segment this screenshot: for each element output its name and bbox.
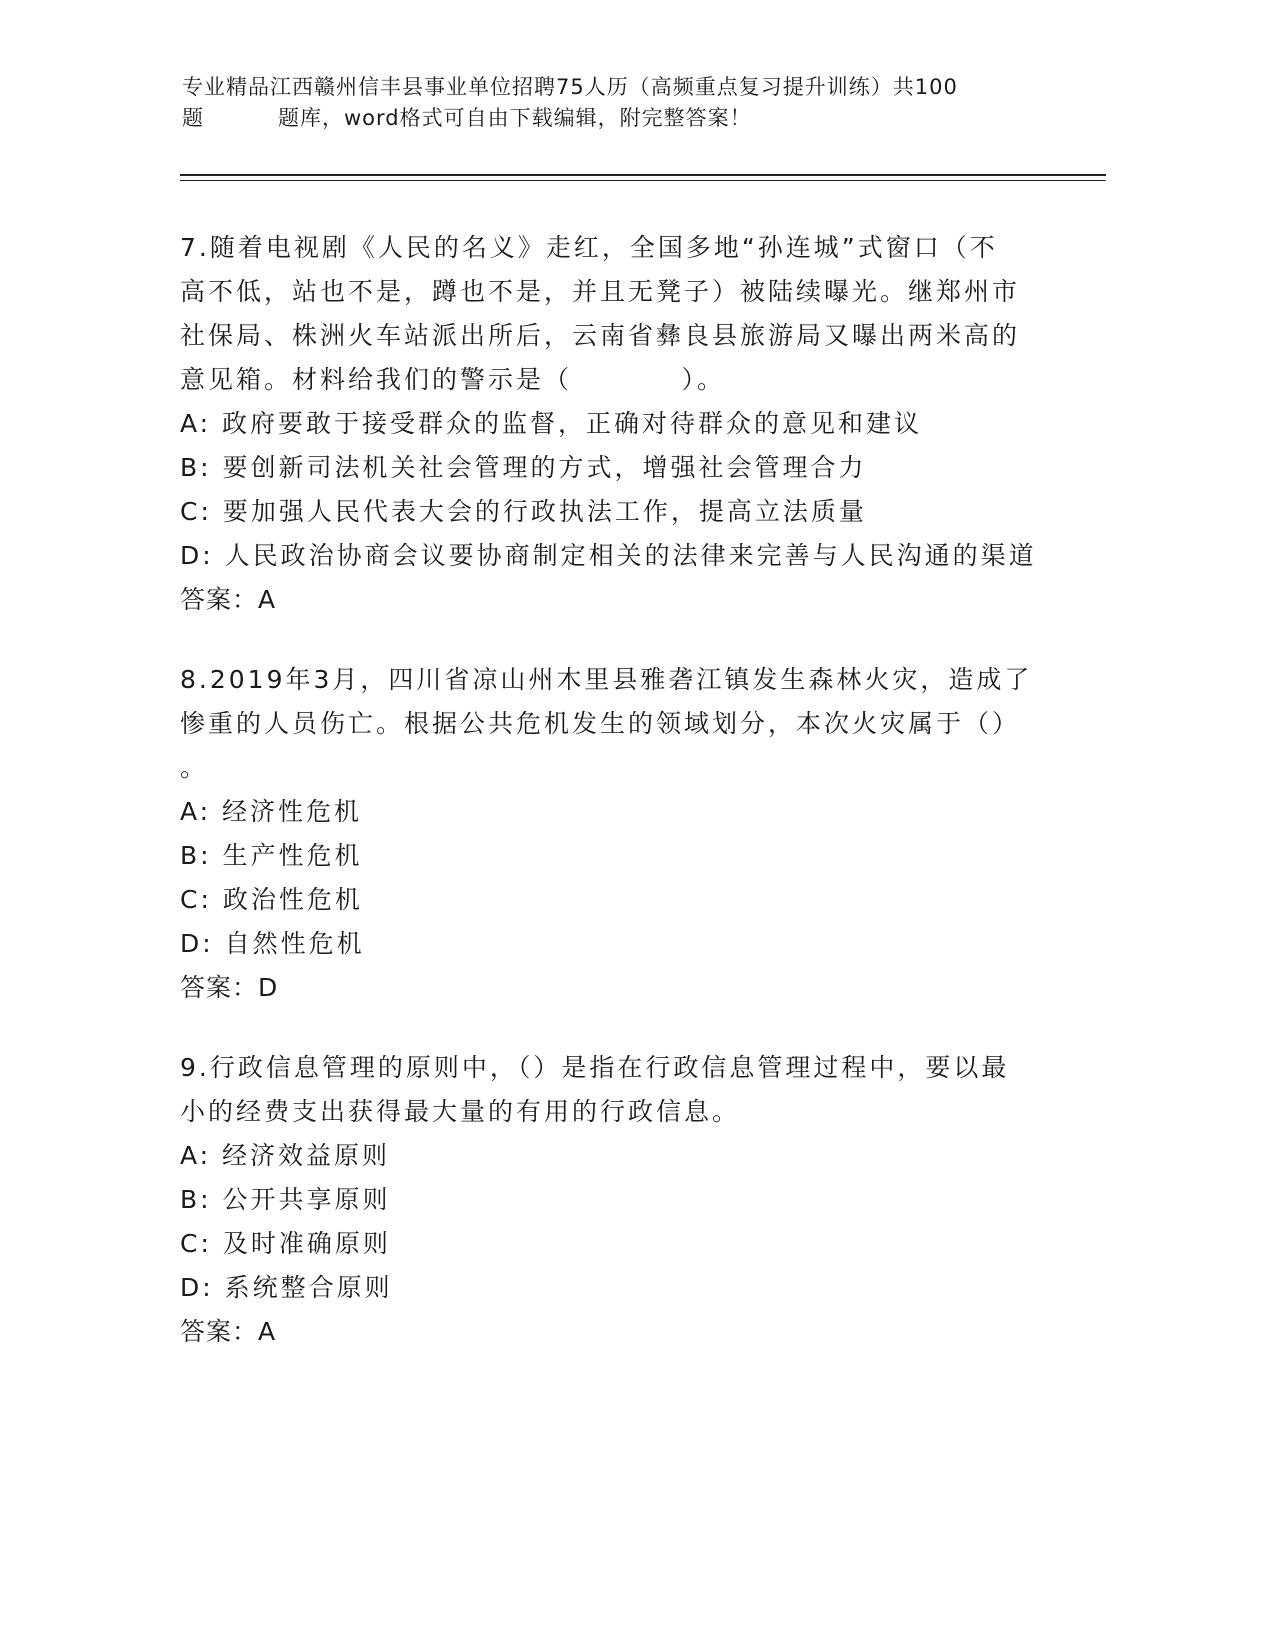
option-d: D: 人民政治协商会议要协商制定相关的法律来完善与人民沟通的渠道 [180,541,1037,570]
option-a: A: 经济效益原则 [180,1141,391,1170]
header-title-line2 [182,103,1062,134]
question-stem-line: 意见箱。材料给我们的警示是（ ）。 [180,365,725,394]
question-stem-line: 。 [180,753,209,782]
option-b: B: 生产性危机 [180,841,363,870]
header-rule-thin [180,180,1106,181]
option-c: C: 及时准确原则 [180,1229,391,1258]
question-stem-line: 8.2019年3月，四川省凉山州木里县雅砻江镇发生森林火灾，造成了 [180,665,1033,694]
page-header [182,72,1062,134]
question-stem-line: 小的经费支出获得最大量的有用的行政信息。 [180,1097,741,1126]
header-rule-thick [180,174,1106,176]
header-title-rest: 题库，word格式可自由下载编辑，附完整答案！ [278,106,752,130]
option-a: A: 政府要敢于接受群众的监督，正确对待群众的意见和建议 [180,409,923,438]
option-c: C: 要加强人民代表大会的行政执法工作，提高立法质量 [180,497,867,526]
question-stem-line: 惨重的人员伤亡。根据公共危机发生的领域划分，本次火灾属于（） [180,709,1021,738]
answer-line: 答案：A [180,585,277,614]
option-d: D: 自然性危机 [180,929,365,958]
question-stem-line: 高不低，站也不是，蹲也不是，并且无凳子）被陆续曝光。继郑州市 [180,277,1021,306]
option-b: B: 公开共享原则 [180,1185,391,1214]
header-title-line1: 专业精品江西赣州信丰县事业单位招聘75人历（高频重点复习提升训练）共100 [182,75,958,99]
option-d: D: 系统整合原则 [180,1273,393,1302]
question-list [180,226,1040,1390]
header-title-prefix: 题 [182,106,204,130]
option-b: B: 要创新司法机关社会管理的方式，增强社会管理合力 [180,453,867,482]
question-stem-line: 9.行政信息管理的原则中，（）是指在行政信息管理过程中，要以最 [180,1053,1010,1082]
answer-line: 答案：A [180,1317,277,1346]
question-8 [180,658,1040,1010]
answer-line: 答案：D [180,973,279,1002]
question-7 [180,226,1040,622]
option-a: A: 经济性危机 [180,797,363,826]
question-stem-line: 7.随着电视剧《人民的名义》走红，全国多地“孙连城”式窗口（不 [180,233,998,262]
question-9 [180,1046,1040,1354]
question-stem-line: 社保局、株洲火车站派出所后，云南省彝良县旅游局又曝出两米高的 [180,321,1021,350]
option-c: C: 政治性危机 [180,885,363,914]
